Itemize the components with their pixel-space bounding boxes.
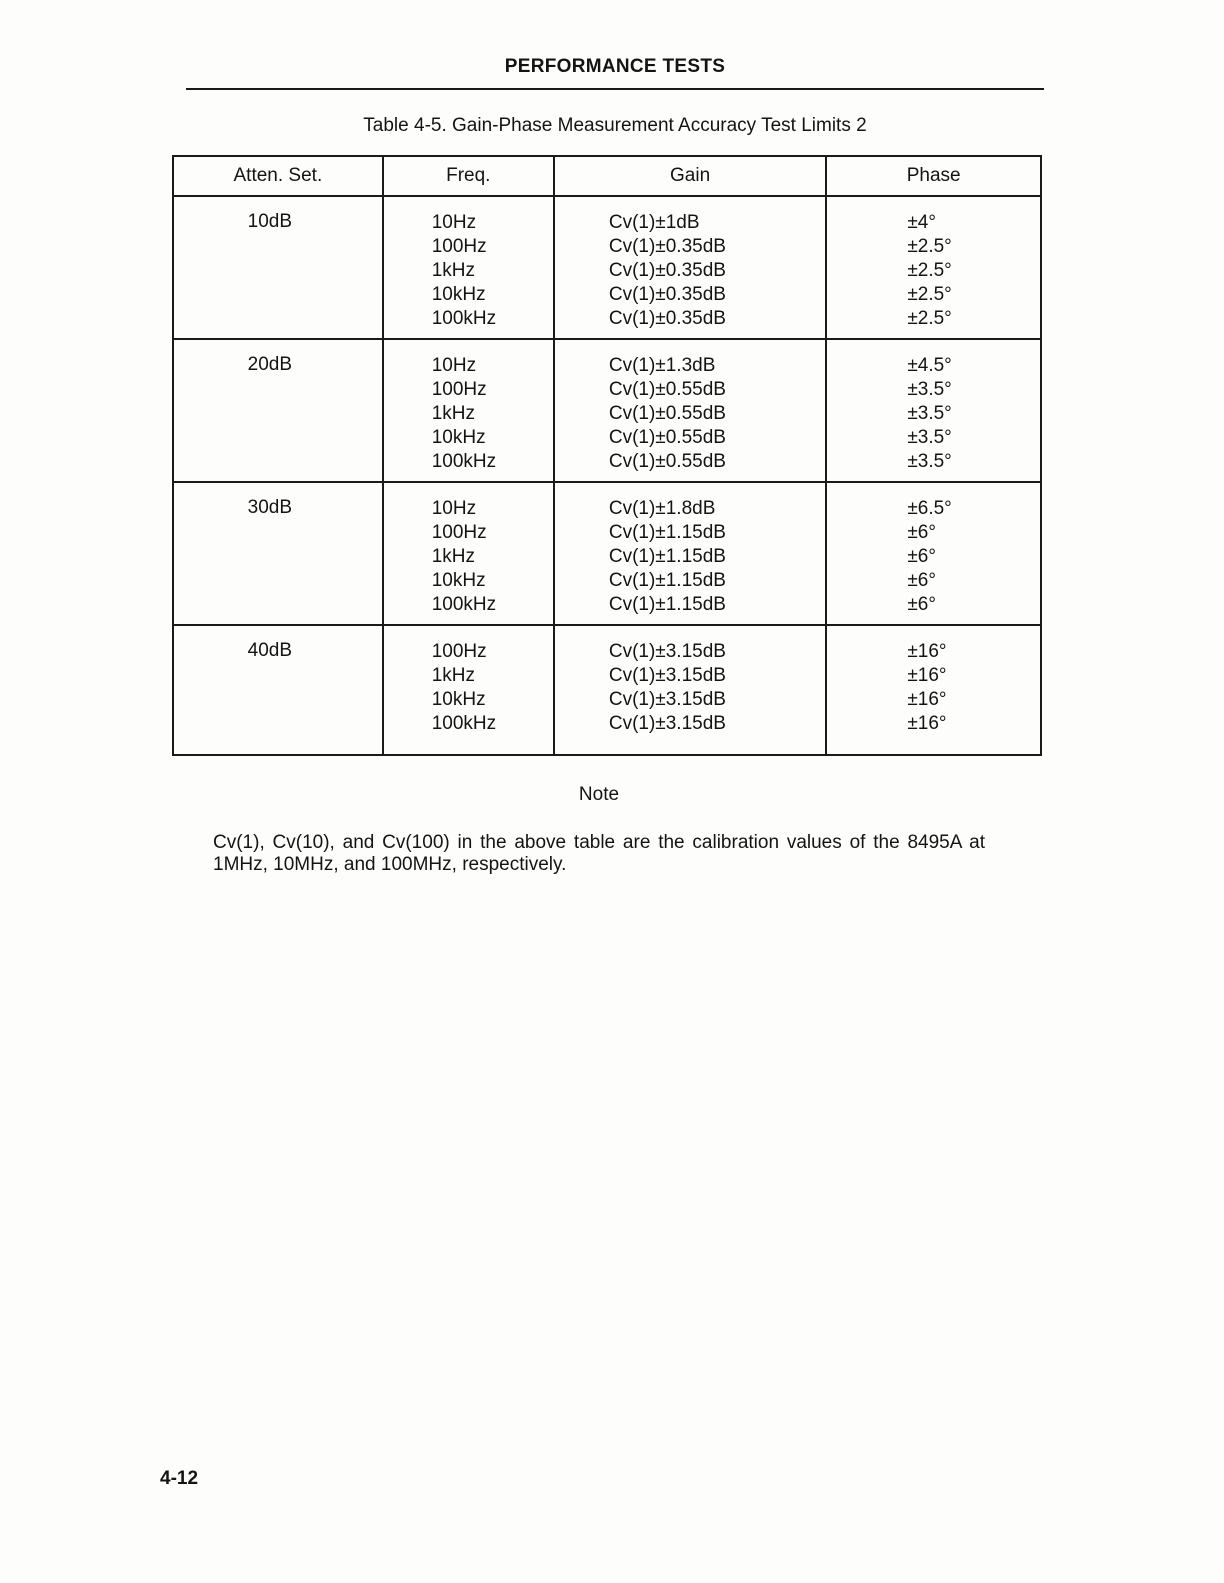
phase-list [827, 211, 1040, 331]
freq-value: 100Hz [431, 641, 487, 662]
freq-cell [383, 196, 554, 339]
gain-value: Cv(1)±0.35dB [608, 284, 726, 305]
phase-cell [826, 625, 1041, 755]
phase-cell [826, 196, 1041, 339]
freq-value: 10kHz [431, 570, 486, 591]
gain-cell [554, 482, 826, 625]
gain-value: Cv(1)±3.15dB [608, 665, 726, 686]
phase-value: ±4° [907, 212, 936, 233]
gain-value: Cv(1)±1.15dB [608, 522, 726, 543]
freq-value: 1kHz [431, 260, 476, 281]
phase-value: ±16° [907, 713, 947, 734]
atten-cell [173, 339, 383, 482]
gain-value: Cv(1)±0.55dB [608, 427, 726, 448]
freq-value: 10kHz [431, 689, 486, 710]
phase-value: ±6° [907, 570, 936, 591]
phase-value: ±6.5° [907, 498, 952, 519]
freq-value: 10kHz [431, 427, 486, 448]
phase-value: ±3.5° [907, 427, 952, 448]
freq-value: 1kHz [431, 546, 476, 567]
atten-cell [173, 482, 383, 625]
gain-value: Cv(1)±1.8dB [608, 498, 716, 519]
table-caption: Table 4-5. Gain-Phase Measurement Accuracy Test Limits 2 [363, 115, 867, 136]
freq-value: 100kHz [431, 451, 497, 472]
gain-list [555, 211, 825, 331]
page-number: 4-12 [160, 1468, 199, 1489]
page-header [186, 56, 1044, 90]
gain-list [555, 497, 825, 617]
gain-value: Cv(1)±0.35dB [608, 236, 726, 257]
phase-value: ±16° [907, 665, 947, 686]
gain-value: Cv(1)±1.15dB [608, 594, 726, 615]
freq-value: 1kHz [431, 665, 476, 686]
freq-value: 1kHz [431, 403, 476, 424]
gain-list [555, 354, 825, 474]
phase-value: ±6° [907, 546, 936, 567]
phase-list [827, 640, 1040, 736]
gain-value: Cv(1)±3.15dB [608, 641, 726, 662]
freq-value: 10Hz [431, 498, 477, 519]
freq-list [384, 211, 553, 331]
freq-value: 100kHz [431, 594, 497, 615]
gain-value: Cv(1)±1.15dB [608, 570, 726, 591]
phase-value: ±2.5° [907, 308, 952, 329]
freq-value: 100Hz [431, 236, 487, 257]
atten-value: 20dB [247, 354, 293, 375]
table-header-row [173, 156, 1041, 196]
phase-value: ±2.5° [907, 284, 952, 305]
freq-value: 10kHz [431, 284, 486, 305]
freq-value: 100Hz [431, 522, 487, 543]
phase-value: ±16° [907, 641, 947, 662]
atten-cell [173, 625, 383, 755]
phase-value: ±3.5° [907, 403, 952, 424]
table-row [173, 196, 1041, 339]
phase-cell [826, 482, 1041, 625]
gain-value: Cv(1)±0.55dB [608, 379, 726, 400]
table-row [173, 339, 1041, 482]
gain-value: Cv(1)±0.35dB [608, 260, 726, 281]
column-header-freq: Freq. [383, 156, 554, 196]
freq-cell [383, 482, 554, 625]
gain-list [555, 640, 825, 736]
atten-value: 30dB [247, 497, 293, 518]
freq-list [384, 640, 553, 736]
gain-cell [554, 625, 826, 755]
freq-value: 10Hz [431, 212, 477, 233]
gain-cell [554, 339, 826, 482]
table-body [173, 196, 1041, 755]
gain-value: Cv(1)±3.15dB [608, 689, 726, 710]
phase-list [827, 497, 1040, 617]
phase-value: ±16° [907, 689, 947, 710]
column-header-phase: Phase [826, 156, 1041, 196]
table-row [173, 625, 1041, 755]
test-limits-table [172, 155, 1042, 756]
freq-value: 100kHz [431, 308, 497, 329]
gain-value: Cv(1)±1dB [608, 212, 700, 233]
freq-value: 100Hz [431, 379, 487, 400]
column-header-gain: Gain [554, 156, 826, 196]
gain-value: Cv(1)±0.55dB [608, 451, 726, 472]
atten-value: 10dB [247, 211, 293, 232]
freq-value: 10Hz [431, 355, 477, 376]
phase-list [827, 354, 1040, 474]
section-title: PERFORMANCE TESTS [504, 56, 726, 77]
freq-list [384, 354, 553, 474]
phase-value: ±2.5° [907, 260, 952, 281]
gain-cell [554, 196, 826, 339]
gain-value: Cv(1)±1.3dB [608, 355, 716, 376]
table-row [173, 482, 1041, 625]
freq-cell [383, 625, 554, 755]
phase-value: ±2.5° [907, 236, 952, 257]
phase-value: ±6° [907, 522, 936, 543]
column-header-atten: Atten. Set. [173, 156, 383, 196]
note-title: Note [578, 784, 620, 805]
phase-value: ±6° [907, 594, 936, 615]
gain-value: Cv(1)±0.55dB [608, 403, 726, 424]
phase-value: ±3.5° [907, 379, 952, 400]
gain-value: Cv(1)±3.15dB [608, 713, 726, 734]
phase-value: ±4.5° [907, 355, 952, 376]
gain-value: Cv(1)±0.35dB [608, 308, 726, 329]
atten-value: 40dB [247, 640, 293, 661]
phase-value: ±3.5° [907, 451, 952, 472]
freq-value: 100kHz [431, 713, 497, 734]
freq-cell [383, 339, 554, 482]
phase-cell [826, 339, 1041, 482]
gain-value: Cv(1)±1.15dB [608, 546, 726, 567]
note-text: Cv(1), Cv(10), and Cv(100) in the above table are the calibration values of the 8495A at 1MHz, 10MHz, and 100MHz, respectively. [213, 832, 985, 875]
atten-cell [173, 196, 383, 339]
freq-list [384, 497, 553, 617]
